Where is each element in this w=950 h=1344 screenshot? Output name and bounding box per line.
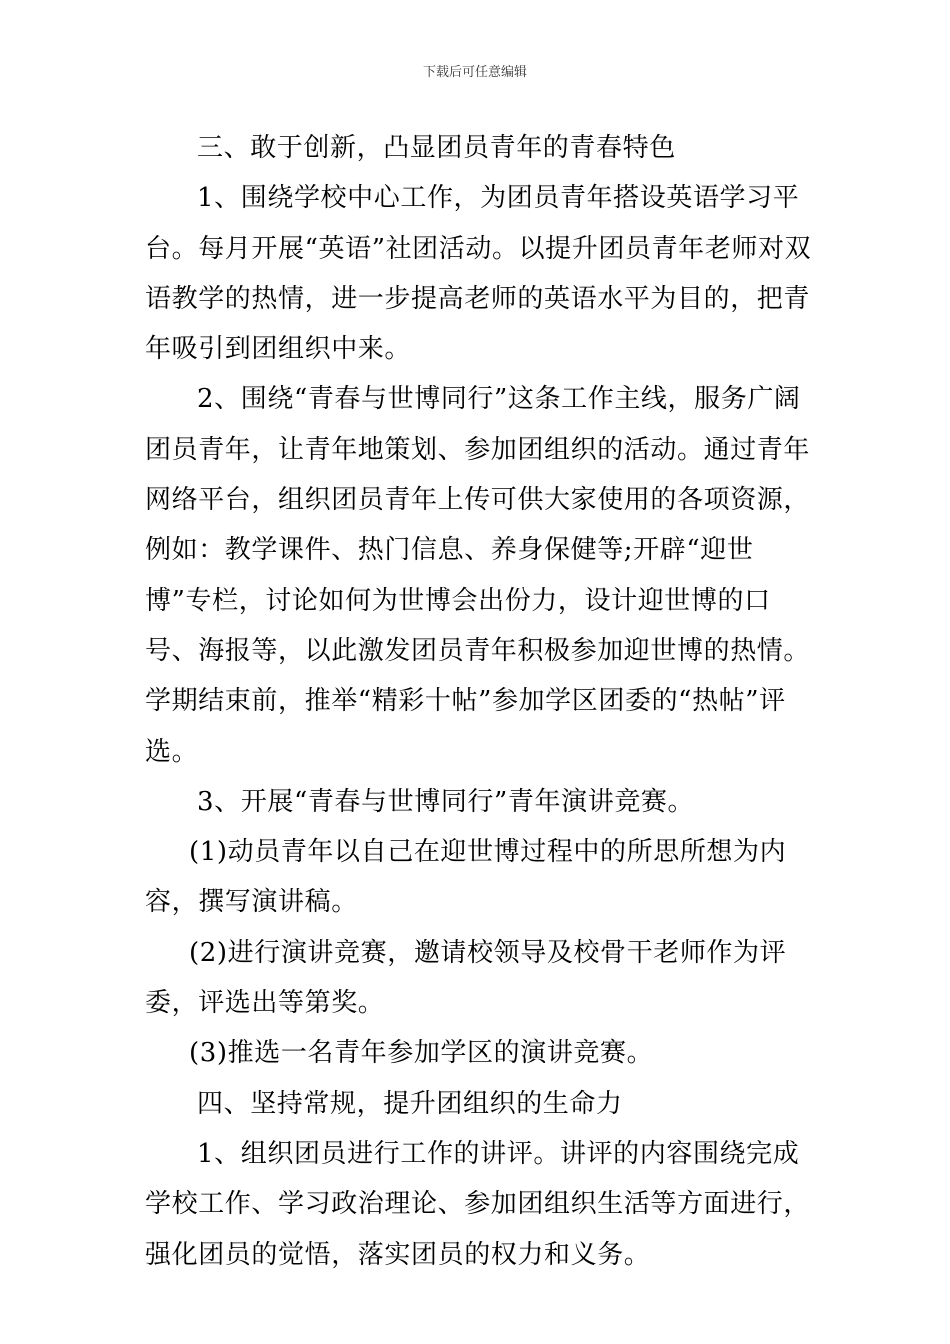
paragraph-item-1: 1、围绕学校中心工作，为团员青年搭设英语学习平台。每月开展“英语”社团活动。以提升团员青年老师对双语教学的热情，进一步提高老师的英语水平为目的，把青年吸引到团组织中来。 — [145, 183, 812, 365]
sub-item-2: (2)进行演讲竞赛，邀请校领导及校骨干老师作为评委，评选出等第奖。 — [145, 937, 787, 1019]
document-body — [145, 123, 817, 1280]
sub-item-3: (3)推选一名青年参加学区的演讲竞赛。 — [189, 1038, 654, 1069]
paragraph-item-4: 1、组织团员进行工作的讲评。讲评的内容围绕完成学校工作、学习政治理论、参加团组织生活等方面进行，强化团员的觉悟，落实团员的权力和义务。 — [145, 1138, 811, 1270]
paragraph-item-3: 3、开展“青春与世博同行”青年演讲竞赛。 — [197, 786, 695, 817]
section-heading-3: 三、敢于创新，凸显团员青年的青春特色 — [197, 133, 676, 163]
page-header-note: 下载后可任意编辑 — [422, 65, 527, 80]
paragraph-item-2: 2、围绕“青春与世博同行”这条工作主线，服务广阔团员青年，让青年地策划、参加团组织的活动。通过青年网络平台，组织团员青年上传可供大家使用的各项资源，例如：教学课件、热门信息、养身保健等;开辟“迎世博”专栏，讨论如何为世博会出份力，设计迎世博的口号、海报等，以此激发团员青年积极参加迎世博的热情。学期结束前，推举“精彩十帖”参加学区团委的“热帖”评选。 — [145, 384, 811, 767]
section-heading-4: 四、坚持常规，提升团组织的生命力 — [197, 1088, 623, 1119]
sub-item-1: (1)动员青年以自己在迎世博过程中的所思所想为内容，撰写演讲稿。 — [145, 837, 787, 918]
